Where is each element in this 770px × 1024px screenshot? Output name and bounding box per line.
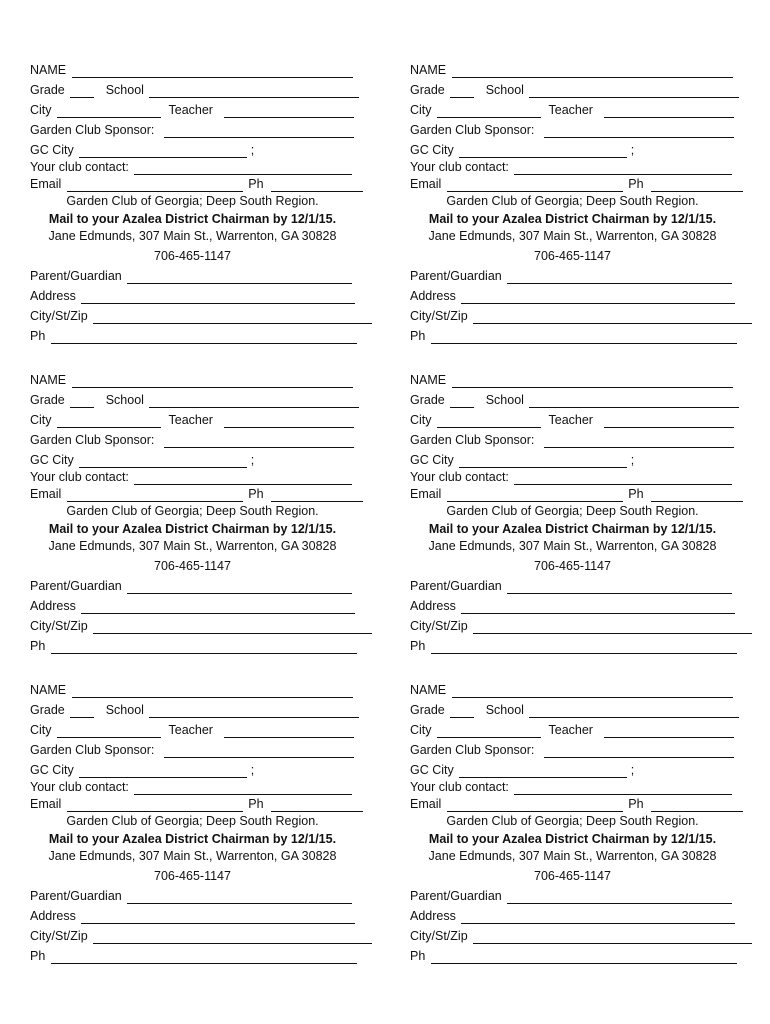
club-line: Garden Club of Georgia; Deep South Region. bbox=[66, 194, 319, 208]
citystzip-field[interactable] bbox=[93, 621, 372, 634]
gc-city-label: GC City bbox=[410, 143, 454, 157]
city-label: City bbox=[30, 723, 52, 737]
grade-school-row bbox=[410, 703, 739, 719]
sponsor-row bbox=[410, 433, 734, 449]
grade-label: Grade bbox=[410, 703, 445, 717]
address-field[interactable] bbox=[81, 601, 355, 614]
ph-field[interactable] bbox=[271, 489, 363, 502]
ph2-row bbox=[30, 639, 357, 655]
sponsor-label: Garden Club Sponsor: bbox=[410, 123, 535, 137]
ph2-label: Ph bbox=[30, 329, 46, 343]
sponsor-label: Garden Club Sponsor: bbox=[30, 743, 155, 757]
chairman-phone-line: 706-465-1147 bbox=[534, 869, 611, 883]
entry-card-2 bbox=[410, 63, 735, 353]
citystzip-row bbox=[410, 619, 752, 635]
teacher-label: Teacher bbox=[548, 413, 593, 427]
sponsor-row bbox=[30, 743, 354, 759]
ph2-row bbox=[410, 639, 737, 655]
email-label: Email bbox=[30, 487, 62, 501]
chairman-phone-line: 706-465-1147 bbox=[534, 249, 611, 263]
contact-field[interactable] bbox=[134, 162, 352, 175]
grade-school-row bbox=[30, 703, 359, 719]
sponsor-field[interactable] bbox=[164, 435, 354, 448]
contact-field[interactable] bbox=[514, 162, 732, 175]
email-label: Email bbox=[410, 797, 442, 811]
city-label: City bbox=[410, 103, 432, 117]
contact-row bbox=[30, 160, 352, 176]
gc-city-field[interactable] bbox=[459, 145, 627, 158]
address-row bbox=[30, 909, 355, 925]
sponsor-row bbox=[30, 123, 354, 139]
sponsor-label: Garden Club Sponsor: bbox=[410, 743, 535, 757]
teacher-field[interactable] bbox=[604, 105, 734, 118]
mail-deadline-line: Mail to your Azalea District Chairman by 12/1/15. bbox=[428, 212, 717, 226]
name-label: NAME bbox=[30, 683, 67, 697]
grade-school-row bbox=[30, 83, 359, 99]
email-ph-row bbox=[30, 487, 363, 503]
address-label: Address bbox=[410, 289, 456, 303]
name-row bbox=[30, 373, 353, 389]
gc-city-field[interactable] bbox=[79, 455, 247, 468]
citystzip-label: City/St/Zip bbox=[30, 309, 88, 323]
address-label: Address bbox=[410, 599, 456, 613]
city-label: City bbox=[410, 413, 432, 427]
citystzip-row bbox=[30, 309, 372, 325]
grade-field[interactable] bbox=[70, 395, 94, 408]
citystzip-row bbox=[410, 309, 752, 325]
contact-field[interactable] bbox=[134, 782, 352, 795]
contact-label: Your club contact: bbox=[410, 780, 509, 794]
email-label: Email bbox=[410, 487, 442, 501]
grade-field[interactable] bbox=[70, 705, 94, 718]
name-row bbox=[410, 373, 733, 389]
gc-city-suffix: ; bbox=[630, 143, 635, 157]
contact-label: Your club contact: bbox=[410, 160, 509, 174]
chairman-address-line: Jane Edmunds, 307 Main St., Warrenton, GA 30828 bbox=[48, 229, 337, 243]
contact-field[interactable] bbox=[514, 472, 732, 485]
gc-city-suffix: ; bbox=[250, 143, 255, 157]
parent-label: Parent/Guardian bbox=[410, 579, 502, 593]
citystzip-label: City/St/Zip bbox=[410, 619, 468, 633]
chairman-address-line: Jane Edmunds, 307 Main St., Warrenton, GA 30828 bbox=[428, 229, 717, 243]
entry-card-6 bbox=[410, 683, 735, 973]
teacher-field[interactable] bbox=[224, 725, 354, 738]
parent-row bbox=[410, 579, 732, 595]
city-field[interactable] bbox=[437, 105, 541, 118]
gc-city-field[interactable] bbox=[459, 455, 627, 468]
school-field[interactable] bbox=[149, 85, 359, 98]
ph2-label: Ph bbox=[30, 949, 46, 963]
ph-field[interactable] bbox=[271, 799, 363, 812]
ph-label: Ph bbox=[248, 177, 264, 191]
teacher-label: Teacher bbox=[548, 103, 593, 117]
ph2-label: Ph bbox=[410, 949, 426, 963]
name-field[interactable] bbox=[452, 65, 733, 78]
parent-field[interactable] bbox=[507, 271, 732, 284]
city-field[interactable] bbox=[57, 415, 161, 428]
city-teacher-row bbox=[410, 413, 734, 429]
email-ph-row bbox=[30, 797, 363, 813]
ph2-field[interactable] bbox=[51, 331, 357, 344]
name-label: NAME bbox=[30, 63, 67, 77]
entry-card-3 bbox=[30, 373, 355, 663]
gc-city-field[interactable] bbox=[79, 145, 247, 158]
ph2-row bbox=[410, 949, 737, 965]
school-label: School bbox=[485, 393, 524, 407]
gc-city-row bbox=[30, 453, 254, 469]
gc-city-suffix: ; bbox=[250, 453, 255, 467]
address-field[interactable] bbox=[81, 911, 355, 924]
ph2-label: Ph bbox=[410, 639, 426, 653]
gc-city-row bbox=[410, 453, 634, 469]
contact-row bbox=[30, 470, 352, 486]
school-label: School bbox=[105, 83, 144, 97]
name-row bbox=[410, 683, 733, 699]
club-line: Garden Club of Georgia; Deep South Region. bbox=[66, 814, 319, 828]
parent-row bbox=[410, 269, 732, 285]
sponsor-label: Garden Club Sponsor: bbox=[410, 433, 535, 447]
email-field[interactable] bbox=[67, 179, 243, 192]
sponsor-field[interactable] bbox=[544, 435, 734, 448]
citystzip-label: City/St/Zip bbox=[410, 309, 468, 323]
grade-field[interactable] bbox=[450, 85, 474, 98]
address-field[interactable] bbox=[461, 601, 735, 614]
city-field[interactable] bbox=[57, 725, 161, 738]
parent-field[interactable] bbox=[127, 891, 352, 904]
teacher-label: Teacher bbox=[168, 413, 213, 427]
email-label: Email bbox=[30, 797, 62, 811]
ph2-label: Ph bbox=[30, 639, 46, 653]
entry-card-4 bbox=[410, 373, 735, 663]
parent-row bbox=[30, 579, 352, 595]
teacher-field[interactable] bbox=[224, 415, 354, 428]
gc-city-row bbox=[30, 763, 254, 779]
club-line: Garden Club of Georgia; Deep South Region. bbox=[446, 504, 699, 518]
entry-card-1 bbox=[30, 63, 355, 353]
teacher-field[interactable] bbox=[604, 415, 734, 428]
grade-label: Grade bbox=[30, 703, 65, 717]
parent-row bbox=[30, 269, 352, 285]
address-row bbox=[410, 599, 735, 615]
school-field[interactable] bbox=[529, 85, 739, 98]
club-line: Garden Club of Georgia; Deep South Region. bbox=[446, 814, 699, 828]
citystzip-field[interactable] bbox=[473, 621, 752, 634]
contact-label: Your club contact: bbox=[410, 470, 509, 484]
ph2-label: Ph bbox=[410, 329, 426, 343]
contact-label: Your club contact: bbox=[30, 470, 129, 484]
parent-field[interactable] bbox=[507, 581, 732, 594]
name-field[interactable] bbox=[72, 685, 353, 698]
gc-city-field[interactable] bbox=[79, 765, 247, 778]
ph2-row bbox=[30, 329, 357, 345]
email-field[interactable] bbox=[67, 799, 243, 812]
chairman-phone-line: 706-465-1147 bbox=[154, 559, 231, 573]
sponsor-field[interactable] bbox=[164, 745, 354, 758]
parent-label: Parent/Guardian bbox=[410, 889, 502, 903]
citystzip-field[interactable] bbox=[93, 931, 372, 944]
address-row bbox=[410, 909, 735, 925]
ph-label: Ph bbox=[628, 177, 644, 191]
address-field[interactable] bbox=[461, 911, 735, 924]
city-field[interactable] bbox=[57, 105, 161, 118]
gc-city-suffix: ; bbox=[250, 763, 255, 777]
gc-city-label: GC City bbox=[30, 453, 74, 467]
teacher-label: Teacher bbox=[168, 103, 213, 117]
grade-school-row bbox=[410, 393, 739, 409]
chairman-phone-line: 706-465-1147 bbox=[154, 249, 231, 263]
chairman-phone-line: 706-465-1147 bbox=[154, 869, 231, 883]
sponsor-row bbox=[410, 743, 734, 759]
grade-field[interactable] bbox=[450, 705, 474, 718]
ph2-field[interactable] bbox=[431, 331, 737, 344]
citystzip-label: City/St/Zip bbox=[30, 929, 88, 943]
teacher-label: Teacher bbox=[168, 723, 213, 737]
parent-label: Parent/Guardian bbox=[30, 579, 122, 593]
gc-city-label: GC City bbox=[30, 763, 74, 777]
grade-school-row bbox=[30, 393, 359, 409]
citystzip-row bbox=[30, 619, 372, 635]
email-label: Email bbox=[410, 177, 442, 191]
parent-row bbox=[30, 889, 352, 905]
name-label: NAME bbox=[410, 683, 447, 697]
gc-city-field[interactable] bbox=[459, 765, 627, 778]
teacher-field[interactable] bbox=[224, 105, 354, 118]
email-field[interactable] bbox=[447, 489, 623, 502]
grade-field[interactable] bbox=[450, 395, 474, 408]
ph-field[interactable] bbox=[651, 799, 743, 812]
email-field[interactable] bbox=[67, 489, 243, 502]
teacher-field[interactable] bbox=[604, 725, 734, 738]
city-teacher-row bbox=[410, 723, 734, 739]
mail-deadline-line: Mail to your Azalea District Chairman by 12/1/15. bbox=[48, 832, 337, 846]
citystzip-row bbox=[410, 929, 752, 945]
email-ph-row bbox=[410, 177, 743, 193]
grade-label: Grade bbox=[410, 393, 445, 407]
school-label: School bbox=[485, 83, 524, 97]
ph2-field[interactable] bbox=[51, 641, 357, 654]
ph-label: Ph bbox=[628, 487, 644, 501]
ph-label: Ph bbox=[248, 797, 264, 811]
name-label: NAME bbox=[30, 373, 67, 387]
school-field[interactable] bbox=[149, 395, 359, 408]
city-teacher-row bbox=[30, 103, 354, 119]
ph-field[interactable] bbox=[651, 179, 743, 192]
grade-label: Grade bbox=[30, 393, 65, 407]
gc-city-suffix: ; bbox=[630, 763, 635, 777]
school-label: School bbox=[105, 703, 144, 717]
mail-deadline-line: Mail to your Azalea District Chairman by 12/1/15. bbox=[428, 832, 717, 846]
name-row bbox=[30, 683, 353, 699]
chairman-phone-line: 706-465-1147 bbox=[534, 559, 611, 573]
contact-row bbox=[410, 780, 732, 796]
ph2-field[interactable] bbox=[431, 951, 737, 964]
name-label: NAME bbox=[410, 373, 447, 387]
contact-row bbox=[410, 470, 732, 486]
parent-label: Parent/Guardian bbox=[30, 889, 122, 903]
gc-city-label: GC City bbox=[410, 453, 454, 467]
mail-deadline-line: Mail to your Azalea District Chairman by 12/1/15. bbox=[428, 522, 717, 536]
sponsor-label: Garden Club Sponsor: bbox=[30, 123, 155, 137]
citystzip-label: City/St/Zip bbox=[410, 929, 468, 943]
name-field[interactable] bbox=[72, 375, 353, 388]
gc-city-row bbox=[410, 143, 634, 159]
gc-city-label: GC City bbox=[410, 763, 454, 777]
ph-field[interactable] bbox=[271, 179, 363, 192]
gc-city-row bbox=[30, 143, 254, 159]
mail-deadline-line: Mail to your Azalea District Chairman by 12/1/15. bbox=[48, 522, 337, 536]
grade-field[interactable] bbox=[70, 85, 94, 98]
address-label: Address bbox=[410, 909, 456, 923]
contact-row bbox=[410, 160, 732, 176]
email-ph-row bbox=[410, 487, 743, 503]
city-teacher-row bbox=[30, 723, 354, 739]
chairman-address-line: Jane Edmunds, 307 Main St., Warrenton, GA 30828 bbox=[428, 849, 717, 863]
sponsor-field[interactable] bbox=[164, 125, 354, 138]
grade-school-row bbox=[410, 83, 739, 99]
contact-label: Your club contact: bbox=[30, 780, 129, 794]
name-field[interactable] bbox=[452, 375, 733, 388]
citystzip-field[interactable] bbox=[473, 931, 752, 944]
grade-label: Grade bbox=[410, 83, 445, 97]
sponsor-row bbox=[30, 433, 354, 449]
citystzip-label: City/St/Zip bbox=[30, 619, 88, 633]
address-label: Address bbox=[30, 289, 76, 303]
contact-label: Your club contact: bbox=[30, 160, 129, 174]
ph-label: Ph bbox=[248, 487, 264, 501]
school-label: School bbox=[485, 703, 524, 717]
school-field[interactable] bbox=[529, 395, 739, 408]
city-label: City bbox=[410, 723, 432, 737]
address-row bbox=[410, 289, 735, 305]
sponsor-label: Garden Club Sponsor: bbox=[30, 433, 155, 447]
school-label: School bbox=[105, 393, 144, 407]
email-field[interactable] bbox=[447, 799, 623, 812]
entry-card-5 bbox=[30, 683, 355, 973]
school-field[interactable] bbox=[149, 705, 359, 718]
gc-city-row bbox=[410, 763, 634, 779]
name-field[interactable] bbox=[72, 65, 353, 78]
city-teacher-row bbox=[30, 413, 354, 429]
name-row bbox=[410, 63, 733, 79]
sponsor-field[interactable] bbox=[544, 745, 734, 758]
sponsor-row bbox=[410, 123, 734, 139]
club-line: Garden Club of Georgia; Deep South Region. bbox=[66, 504, 319, 518]
address-row bbox=[30, 289, 355, 305]
mail-deadline-line: Mail to your Azalea District Chairman by 12/1/15. bbox=[48, 212, 337, 226]
name-row bbox=[30, 63, 353, 79]
parent-field[interactable] bbox=[127, 271, 352, 284]
citystzip-field[interactable] bbox=[93, 311, 372, 324]
sponsor-field[interactable] bbox=[544, 125, 734, 138]
teacher-label: Teacher bbox=[548, 723, 593, 737]
email-label: Email bbox=[30, 177, 62, 191]
address-label: Address bbox=[30, 599, 76, 613]
city-field[interactable] bbox=[437, 415, 541, 428]
address-row bbox=[30, 599, 355, 615]
address-label: Address bbox=[30, 909, 76, 923]
ph2-field[interactable] bbox=[431, 641, 737, 654]
name-field[interactable] bbox=[452, 685, 733, 698]
city-label: City bbox=[30, 413, 52, 427]
parent-row bbox=[410, 889, 732, 905]
chairman-address-line: Jane Edmunds, 307 Main St., Warrenton, GA 30828 bbox=[48, 539, 337, 553]
parent-field[interactable] bbox=[507, 891, 732, 904]
parent-label: Parent/Guardian bbox=[410, 269, 502, 283]
ph2-row bbox=[30, 949, 357, 965]
email-ph-row bbox=[410, 797, 743, 813]
ph2-field[interactable] bbox=[51, 951, 357, 964]
citystzip-field[interactable] bbox=[473, 311, 752, 324]
ph-label: Ph bbox=[628, 797, 644, 811]
parent-field[interactable] bbox=[127, 581, 352, 594]
contact-field[interactable] bbox=[134, 472, 352, 485]
gc-city-label: GC City bbox=[30, 143, 74, 157]
chairman-address-line: Jane Edmunds, 307 Main St., Warrenton, GA 30828 bbox=[428, 539, 717, 553]
address-field[interactable] bbox=[81, 291, 355, 304]
city-teacher-row bbox=[410, 103, 734, 119]
gc-city-suffix: ; bbox=[630, 453, 635, 467]
name-label: NAME bbox=[410, 63, 447, 77]
chairman-address-line: Jane Edmunds, 307 Main St., Warrenton, GA 30828 bbox=[48, 849, 337, 863]
club-line: Garden Club of Georgia; Deep South Region. bbox=[446, 194, 699, 208]
grade-label: Grade bbox=[30, 83, 65, 97]
city-label: City bbox=[30, 103, 52, 117]
school-field[interactable] bbox=[529, 705, 739, 718]
contact-field[interactable] bbox=[514, 782, 732, 795]
ph2-row bbox=[410, 329, 737, 345]
citystzip-row bbox=[30, 929, 372, 945]
parent-label: Parent/Guardian bbox=[30, 269, 122, 283]
city-field[interactable] bbox=[437, 725, 541, 738]
address-field[interactable] bbox=[461, 291, 735, 304]
email-field[interactable] bbox=[447, 179, 623, 192]
email-ph-row bbox=[30, 177, 363, 193]
ph-field[interactable] bbox=[651, 489, 743, 502]
contact-row bbox=[30, 780, 352, 796]
